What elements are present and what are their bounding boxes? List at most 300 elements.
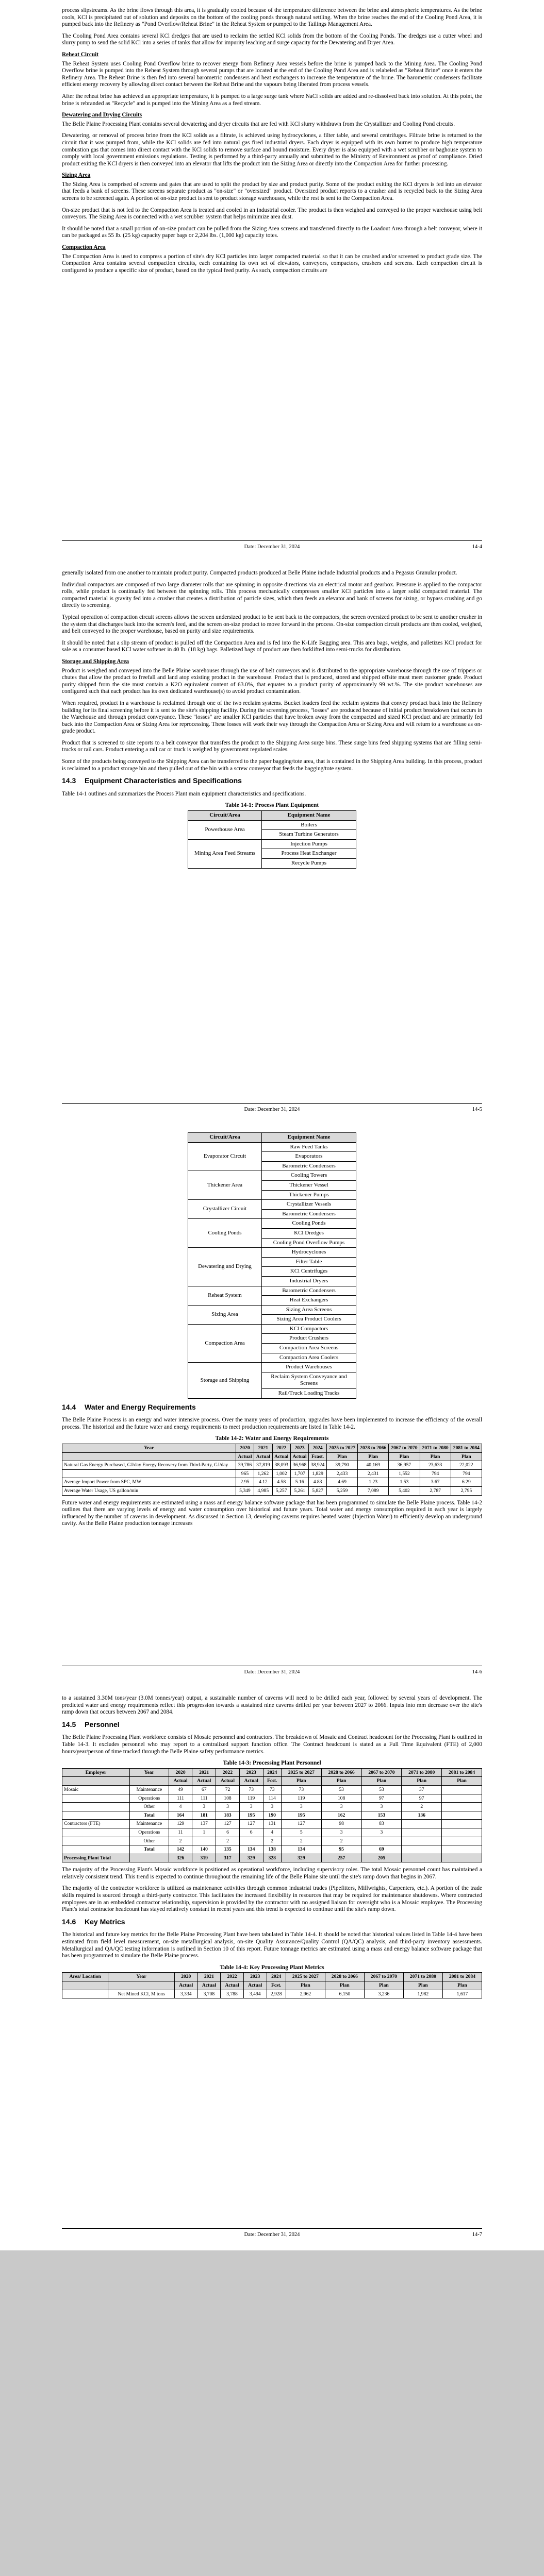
table-row bbox=[188, 820, 356, 830]
column-header: Area/ Location bbox=[62, 1973, 108, 1981]
column-header: 2024 bbox=[309, 1444, 327, 1453]
equipment-name-cell: Recycle Pumps bbox=[262, 859, 356, 869]
equipment-name-cell: Heat Exchangers bbox=[262, 1296, 356, 1306]
column-header: Actual bbox=[272, 1452, 290, 1461]
table-cell: 1.23 bbox=[358, 1478, 389, 1487]
paragraph: Table 14-1 outlines and summarizes the Process Plant main equipment characteristics and specifications. bbox=[62, 790, 306, 797]
circuit-area-cell: Thickener Area bbox=[188, 1171, 262, 1200]
table-row bbox=[62, 1785, 482, 1794]
table-cell: Operations bbox=[130, 1828, 169, 1837]
column-header: 2020 bbox=[174, 1973, 197, 1981]
paragraph: generally isolated from one another to maintain product purity. Compacted products produced at Belle Plaine include Industrial products and a Pegasus Granular product. bbox=[62, 570, 457, 576]
table-cell: 3 bbox=[192, 1803, 216, 1811]
equipment-name-cell: Filter Table bbox=[262, 1257, 356, 1267]
table-cell: 2 bbox=[169, 1837, 192, 1845]
table-cell bbox=[192, 1837, 216, 1845]
table-cell: 5,259 bbox=[326, 1486, 357, 1495]
table-header-row bbox=[62, 1981, 482, 1990]
paragraph: The Belle Plaine Process is an energy and water intensive process. Over the many years of production, upgrades have been implemented to increase the efficiency of the overall process. The historical and the future water and energy requirements to meet production requirements are listed in Table 14-2. bbox=[62, 1417, 482, 1430]
paragraph: process slipstreams. As the brine flows through this area, it is gradually cooled because of the temperature difference between the brine and atmospheric temperatures. As the brine cools, KCl is precipitated out of solution and deposits on the bottom of the cooling ponds through natural settling. When the brine reaches the end of the Cooling Pond Area, it is pumped back into the Refinery as "Pond Overflow/Reheat Brine" in the Reheat System or pumped to the Tailings Management Area. bbox=[62, 7, 482, 28]
table-cell: 97 bbox=[402, 1794, 442, 1803]
table-cell: 329 bbox=[281, 1854, 321, 1862]
column-header: 2081 to 2084 bbox=[442, 1768, 482, 1777]
paragraph: The Reheat System uses Cooling Pond Overflow brine to recover energy from Refinery Area vessels before the brine is pumped back to the Mining Area. The Cooling Pond Overflow brine is pumped into the Reheat System through several pumps that are located at the end of the Cooling Pond Area and is relabeled as "Reheat Brine" once it enters the Refinery Area. The Reheat Brine is then fed into several barometric condensers and heat exchangers to increase the temperature of the brine. The barometric condensers facilitate efficient energy recovery by allowing direct contact between the Reheat Brine and the vapours being liberated from process vessels. bbox=[62, 60, 482, 88]
table-cell bbox=[442, 1820, 482, 1828]
equipment-name-cell: Thickener Pumps bbox=[262, 1190, 356, 1200]
table-cell bbox=[62, 1837, 130, 1845]
column-header: 2081 to 2084 bbox=[451, 1444, 482, 1453]
column-header: Plan bbox=[361, 1777, 402, 1786]
section-title: Key Metrics bbox=[85, 1917, 125, 1926]
paragraph: Some of the products being conveyed to the Shipping Area can be transferred to the paper bagging/tote area, that is contained in the Shipping Area building. In this process, product is reclaimed to a product storage bin and then pulled out of the bin with a screw conveyor that feeds the bagging/tote system. bbox=[62, 758, 482, 772]
equipment-name-cell: Sizing Area Product Coolers bbox=[262, 1315, 356, 1325]
column-header: 2020 bbox=[236, 1444, 254, 1453]
page-number: 14-7 bbox=[472, 2232, 482, 2238]
circuit-area-cell: Storage and Shipping bbox=[188, 1363, 262, 1398]
table-cell: 164 bbox=[169, 1811, 192, 1820]
equipment-name-cell: Rail/Truck Loading Tracks bbox=[262, 1389, 356, 1399]
column-header: Plan bbox=[451, 1452, 482, 1461]
table-cell: 5,827 bbox=[309, 1486, 327, 1495]
column-header: Actual bbox=[216, 1777, 240, 1786]
column-header: 2024 bbox=[267, 1973, 286, 1981]
column-header: Actual bbox=[236, 1452, 254, 1461]
table-cell: 965 bbox=[236, 1469, 254, 1478]
table-cell: 4.83 bbox=[309, 1478, 327, 1487]
table-cell: 119 bbox=[281, 1794, 321, 1803]
table-cell: 4,985 bbox=[254, 1486, 272, 1495]
page-footer bbox=[62, 1103, 482, 1116]
table-cell bbox=[361, 1837, 402, 1845]
table-row bbox=[188, 1305, 356, 1315]
equipment-name-cell: Hydrocyclones bbox=[262, 1248, 356, 1258]
column-header: 2021 bbox=[197, 1973, 221, 1981]
table-cell: 142 bbox=[169, 1845, 192, 1854]
table-cell bbox=[442, 1828, 482, 1837]
equipment-name-cell: Crystallizer Vessels bbox=[262, 1200, 356, 1210]
table-cell: 317 bbox=[216, 1854, 240, 1862]
column-header: 2022 bbox=[216, 1768, 240, 1777]
table-cell: 4.58 bbox=[272, 1478, 290, 1487]
equipment-name-cell: KCl Compactors bbox=[262, 1324, 356, 1334]
table-cell: 134 bbox=[239, 1845, 263, 1854]
section-title: Equipment Characteristics and Specifications bbox=[85, 776, 242, 785]
table-cell bbox=[402, 1820, 442, 1828]
paragraph: Future water and energy requirements are estimated using a mass and energy balance software package that has been programmed to simulate the Belle Plaine process. Table 14-2 outlines that there are varying levels of energy and water consumption over historical and future years. Total water and energy consumption required in each year is largely influenced by the number of caverns in development. As discussed in Section 13, developing caverns requires heated water (Injection Water) to efficiently develop an underground cavity. As the Belle Plaine production tonnage increases bbox=[62, 1499, 482, 1527]
table-cell: 3 bbox=[361, 1828, 402, 1837]
table-cell: 108 bbox=[216, 1794, 240, 1803]
column-header: Fcast. bbox=[309, 1452, 327, 1461]
column-header: 2071 to 2080 bbox=[402, 1768, 442, 1777]
paragraph: The Sizing Area is comprised of screens and gates that are used to split the product by size and product purity. Some of the product exiting the KCl dryers is fed into an elevator that feeds a bank of screens. These screens separate product as "on-size" or "oversized" product. Oversized product reports to a crusher and is recycled back to the Sizing Area screens to be screened again. A portion of on-size product is sent to product storage warehouses, while the rest is sent to the Compaction Area. bbox=[62, 181, 482, 202]
table-cell: 129 bbox=[169, 1820, 192, 1828]
table-cell bbox=[62, 1990, 108, 1998]
table-cell: 3 bbox=[239, 1803, 263, 1811]
table-cell: 2,431 bbox=[358, 1469, 389, 1478]
table-cell: 135 bbox=[216, 1845, 240, 1854]
equipment-name-cell: Boilers bbox=[262, 820, 356, 830]
table-cell: 3 bbox=[361, 1803, 402, 1811]
table-cell: 36,968 bbox=[290, 1461, 308, 1470]
circuit-area-cell: Cooling Ponds bbox=[188, 1219, 262, 1248]
section-number: 14.5 bbox=[62, 1720, 76, 1728]
table-row bbox=[62, 1794, 482, 1803]
column-header: Plan bbox=[442, 1777, 482, 1786]
table-cell: 23,633 bbox=[420, 1461, 451, 1470]
table-cell: 257 bbox=[321, 1854, 361, 1862]
column-header: Year bbox=[62, 1444, 236, 1453]
column-header: Circuit/Area bbox=[188, 811, 262, 821]
table-cell: 2,962 bbox=[286, 1990, 325, 1998]
table-cell: 37,819 bbox=[254, 1461, 272, 1470]
table-cell: 5 bbox=[281, 1828, 321, 1837]
column-header: Equipment Name bbox=[262, 1133, 356, 1143]
table-cell: 137 bbox=[192, 1820, 216, 1828]
table-cell: 1,262 bbox=[254, 1469, 272, 1478]
paragraph: The Compaction Area is used to compress a portion of site's dry KCl particles into larger compacted material so that it can be crushed and/or screened to product grade size. The Compaction Area contains several compaction circuits, each containing its own set of elevators, conveyors, compactors, crushers and screens. Each compaction circuit is configured to produce a specific size of product, based on the typical feed purity. As such, compaction circuits are bbox=[62, 253, 482, 274]
table-cell: 3 bbox=[321, 1803, 361, 1811]
section-number: 14.6 bbox=[62, 1917, 76, 1926]
table-cell: Maintenance bbox=[130, 1785, 169, 1794]
table-cell: 73 bbox=[281, 1785, 321, 1794]
table-cell: 205 bbox=[361, 1854, 402, 1862]
table-caption: Table 14-4: Key Processing Plant Metrics bbox=[220, 1964, 324, 1971]
paragraph: It should be noted that a slip stream of product is pulled off the Compaction Area and is fed into the K-Life Bagging area. This area bags, weighs, and palletizes KCl product for sale as a consumer based KCl water softener in 40 lb. (18 kg) bags. Palletized bags of product are then forklifted into semi-trucks for distribution. bbox=[62, 639, 482, 653]
page-footer bbox=[62, 1666, 482, 1679]
table-cell: 111 bbox=[192, 1794, 216, 1803]
table-row bbox=[188, 1363, 356, 1372]
document-page bbox=[0, 563, 544, 1125]
table-caption: Table 14-2: Water and Energy Requirements bbox=[215, 1435, 329, 1442]
table-row bbox=[62, 1469, 482, 1478]
table-cell: 11 bbox=[169, 1828, 192, 1837]
table-row bbox=[62, 1486, 482, 1495]
table-cell bbox=[442, 1854, 482, 1862]
table-cell: 36,957 bbox=[389, 1461, 420, 1470]
column-header: 2028 to 2066 bbox=[358, 1444, 389, 1453]
table-cell: 794 bbox=[451, 1469, 482, 1478]
paragraph: The historical and future key metrics for the Belle Plaine Processing Plant have been tabulated in Table 14-4. It should be noted that historical values listed in Table 14-4 have been estimated from field level measurement, on-site metallurgical analysis, on-site Quality Assurance/Quality Control (QA/QC) analysis, and third-party inventory assessments. Metallurgical and QA/QC testing information is outlined in Section 10 of this report. Future tonnage metrics are estimated using a mass and energy balance software package that has been programmed to simulate the Belle Plaine process. bbox=[62, 1931, 482, 1959]
section-number: 14.3 bbox=[62, 776, 76, 785]
circuit-area-cell: Crystallizer Circuit bbox=[188, 1200, 262, 1219]
section-title: Water and Energy Requirements bbox=[85, 1402, 196, 1411]
table-cell bbox=[442, 1811, 482, 1820]
table-cell: 114 bbox=[263, 1794, 281, 1803]
column-header: Plan bbox=[402, 1777, 442, 1786]
data-table bbox=[62, 1444, 482, 1496]
table-cell: 329 bbox=[239, 1854, 263, 1862]
section-heading bbox=[62, 1404, 482, 1411]
paragraph: The majority of the contractor workforce is utilized as maintenance activities through common industrial trades (Pipefitters, Millwrights, Carpenters, etc.). A portion of the trade skills required is sourced through a third-party contractor. This facilitates the increased flexibility in resources that may be required for maintenance shutdowns. Where contracted employees are in an embedded contractor relationship, supervision is provided by the contractor with no assigned liaison for oversight who is a Mosaic employee. The Processing Plant's total contractor headcount has stayed relatively constant in recent years and this trend is expected to continue until the site's ramp down. bbox=[62, 1885, 482, 1913]
column-header: Plan bbox=[442, 1981, 482, 1990]
table-cell: 1,617 bbox=[442, 1990, 482, 1998]
table-cell: 2 bbox=[263, 1837, 281, 1845]
table-cell bbox=[62, 1794, 130, 1803]
table-cell: 119 bbox=[239, 1794, 263, 1803]
column-header: 2022 bbox=[272, 1444, 290, 1453]
table-cell: 138 bbox=[263, 1845, 281, 1854]
equipment-name-cell: Compaction Area Coolers bbox=[262, 1353, 356, 1363]
document-page bbox=[0, 1688, 544, 2250]
table-cell: 3,494 bbox=[243, 1990, 267, 1998]
equipment-name-cell: Product Crushers bbox=[262, 1334, 356, 1344]
subsection-heading: Compaction Area bbox=[62, 244, 106, 251]
paragraph: The Belle Plaine Processing Plant workforce consists of Mosaic personnel and contractors. The breakdown of Mosaic and Contract headcount for the Processing Plant is outlined in Table 14-3. It excludes personnel who may report to a centralized support function office. The Contract headcount is stated as a Full Time Equivalent (FTE) of 2,000 hours/year/person of time tracked through the Belle Plaine safety performance metrics. bbox=[62, 1734, 482, 1755]
subsection-heading: Storage and Shipping Area bbox=[62, 658, 129, 665]
table-cell: 2.95 bbox=[236, 1478, 254, 1487]
column-header: 2025 to 2027 bbox=[281, 1768, 321, 1777]
table-cell: 1,829 bbox=[309, 1469, 327, 1478]
table-row bbox=[188, 1200, 356, 1210]
table-cell: 3,334 bbox=[174, 1990, 197, 1998]
table-cell: 67 bbox=[192, 1785, 216, 1794]
paragraph: Product is weighed and conveyed into the Belle Plaine warehouses through the use of belt conveyors and is distributed to the appropriate warehouse through the use of trippers or chutes that allow the product to freefall and land atop existing product in the warehouse. Product that is produced, stored and shipped offsite must meet customer grade. Product purity shipped from the site must contain a K2O equivalent content of 63.0%, that equates to a product purity of approximately 99 wt.%. The site product warehouses are configured such that each product has its own dedicated warehouse(s) to avoid product contamination. bbox=[62, 667, 482, 695]
equipment-name-cell: Product Warehouses bbox=[262, 1363, 356, 1372]
table-cell: 3 bbox=[321, 1828, 361, 1837]
table-cell: 794 bbox=[420, 1469, 451, 1478]
column-header: Plan bbox=[389, 1452, 420, 1461]
table-header-row bbox=[62, 1452, 482, 1461]
footer-date: Date: December 31, 2024 bbox=[244, 1107, 300, 1112]
table-cell: 1,002 bbox=[272, 1469, 290, 1478]
table-cell: 111 bbox=[169, 1794, 192, 1803]
table-row bbox=[62, 1478, 482, 1487]
table-cell: 3,236 bbox=[364, 1990, 403, 1998]
table-cell: 136 bbox=[402, 1811, 442, 1820]
table-cell: 3,788 bbox=[221, 1990, 244, 1998]
table-cell bbox=[62, 1803, 130, 1811]
table-header-row bbox=[62, 1973, 482, 1981]
column-header: Plan bbox=[321, 1777, 361, 1786]
table-cell: 6 bbox=[239, 1828, 263, 1837]
equipment-name-cell: Raw Feed Tanks bbox=[262, 1142, 356, 1152]
table-cell: Total bbox=[130, 1845, 169, 1854]
equipment-name-cell: Injection Pumps bbox=[262, 839, 356, 849]
column-header: Plan bbox=[281, 1777, 321, 1786]
subsection-heading: Sizing Area bbox=[62, 172, 91, 179]
table-cell: 3 bbox=[216, 1803, 240, 1811]
table-row bbox=[62, 1820, 482, 1828]
equipment-name-cell: Reclaim System Conveyance and Screens bbox=[262, 1372, 356, 1388]
paragraph: The majority of the Processing Plant's Mosaic workforce is positioned as operational workforce, including supervisory roles. The total Mosaic personnel count has maintained a relatively consistent trend. This trend is expected to continue throughout the remaining life of the Belle Plaine site until the site's ramp down that begins in 2067. bbox=[62, 1867, 482, 1880]
table-cell: 22,022 bbox=[451, 1461, 482, 1470]
table-cell: 6.29 bbox=[451, 1478, 482, 1487]
table-row bbox=[62, 1811, 482, 1820]
circuit-area-cell: Powerhouse Area bbox=[188, 820, 262, 839]
table-cell: Other bbox=[130, 1837, 169, 1845]
column-header: Plan bbox=[326, 1452, 357, 1461]
paragraph: It should be noted that a small portion of on-size product can be pulled from the Sizing Area screens and transferred directly to the Loadout Area through a belt conveyor, where it can be packaged as 55 lb. (25 kg) capacity paper bags or 2,204 lbs. (1,000 kg) capacity totes. bbox=[62, 225, 482, 239]
table-cell: 5,261 bbox=[290, 1486, 308, 1495]
table-cell: 127 bbox=[281, 1820, 321, 1828]
footer-date: Date: December 31, 2024 bbox=[244, 2232, 300, 2238]
table-cell: 326 bbox=[169, 1854, 192, 1862]
column-header: 2024 bbox=[263, 1768, 281, 1777]
table-cell bbox=[239, 1837, 263, 1845]
equipment-name-cell: Cooling Ponds bbox=[262, 1219, 356, 1229]
paragraph: Individual compactors are composed of two large diameter rolls that are spinning in opposite directions via an electrical motor and gearbox. Pressure is applied to the compactor rolls, while product is continually fed between the spinning rolls. This process mechanically compresses smaller KCl particles into a larger solid compacted material. The compacted material is gravity fed into a crusher that creates a distribution of particle sizes, which then feeds an elevator and bank of screens for sizing, or bypass crushing and go directly to screening. bbox=[62, 581, 482, 609]
equipment-name-cell: Barometric Condensers bbox=[262, 1161, 356, 1171]
column-header: Plan bbox=[286, 1981, 325, 1990]
table-cell bbox=[402, 1837, 442, 1845]
table-cell: 97 bbox=[361, 1794, 402, 1803]
paragraph: On-size product that is not fed to the Compaction Area is treated and cooled in an industrial cooler. The product is then weighed and conveyed to the proper warehouse using belt conveyors. The Sizing Area is connected with a wet scrubber system that helps minimize area dust. bbox=[62, 207, 482, 221]
paragraph: The Cooling Pond Area contains several KCl dredges that are used to reclaim the settled KCl solids from the bottom of the Cooling Ponds. The dredges use a cutter wheel and slurry pump to send the solid KCl into a series of tanks that allow for impurity leaching and surge capacity for the Dewatering and Dryer Area. bbox=[62, 32, 482, 46]
circuit-area-cell: Mining Area Feed Streams bbox=[188, 839, 262, 868]
subsection-heading: Dewatering and Drying Circuits bbox=[62, 112, 142, 118]
column-header: 2025 to 2027 bbox=[326, 1444, 357, 1453]
column-header: Fcst. bbox=[267, 1981, 286, 1990]
equipment-name-cell: Process Heat Exchanger bbox=[262, 849, 356, 859]
equipment-name-cell: KCl Centrifuges bbox=[262, 1267, 356, 1277]
table-row bbox=[188, 1248, 356, 1258]
page-number: 14-4 bbox=[472, 544, 482, 550]
column-header: 2071 to 2080 bbox=[403, 1973, 442, 1981]
column-header: 2028 to 2066 bbox=[325, 1973, 364, 1981]
section-title: Personnel bbox=[85, 1720, 120, 1728]
paragraph: Typical operation of compaction circuit screens allows the screen undersized product to be sent back to the compactors, the screen oversized product to be sent to another crusher in the system that discharges back into the screen's feed, and the screen on-size product to move forward in the process. On-size compaction circuit products are then cooled, weighed, and belt conveyed to the proper warehouse, based on purity and size requirements. bbox=[62, 614, 482, 635]
table-cell: 73 bbox=[239, 1785, 263, 1794]
column-header: 2081 to 2084 bbox=[442, 1973, 482, 1981]
paragraph: After the reheat brine has achieved an appropriate temperature, it is pumped to a large surge tank where NaCl solids are added and re-dissolved back into solution. At this point, the brine is rebranded as "Recycle" and is pumped into the Mining Area as a feed stream. bbox=[62, 93, 482, 107]
table-cell bbox=[62, 1811, 130, 1820]
circuit-area-cell: Evaporator Circuit bbox=[188, 1142, 262, 1171]
table-cell: 190 bbox=[263, 1811, 281, 1820]
column-header: Employer bbox=[62, 1768, 130, 1777]
column-header: Plan bbox=[325, 1981, 364, 1990]
equipment-name-cell: Sizing Area Screens bbox=[262, 1305, 356, 1315]
table-cell: 108 bbox=[321, 1794, 361, 1803]
table-cell: Mosaic bbox=[62, 1785, 130, 1794]
table-cell: 2 bbox=[321, 1837, 361, 1845]
table-cell: 4.69 bbox=[326, 1478, 357, 1487]
table-cell: 162 bbox=[321, 1811, 361, 1820]
table-header-row bbox=[188, 1133, 356, 1143]
circuit-area-cell: Compaction Area bbox=[188, 1324, 262, 1362]
data-table bbox=[62, 1768, 482, 1863]
equipment-name-cell: Compaction Area Screens bbox=[262, 1344, 356, 1353]
table-cell bbox=[442, 1785, 482, 1794]
table-cell: 4.12 bbox=[254, 1478, 272, 1487]
table-cell: 1,982 bbox=[403, 1990, 442, 1998]
table-cell: 3.67 bbox=[420, 1478, 451, 1487]
table-cell: Maintenance bbox=[130, 1820, 169, 1828]
page-number: 14-6 bbox=[472, 1669, 482, 1675]
table-cell: 5,257 bbox=[272, 1486, 290, 1495]
equipment-name-cell: Cooling Pond Overflow Pumps bbox=[262, 1238, 356, 1248]
table-cell: 2,787 bbox=[420, 1486, 451, 1495]
table-cell: 69 bbox=[361, 1845, 402, 1854]
page-footer bbox=[62, 540, 482, 553]
table-cell: 134 bbox=[281, 1845, 321, 1854]
table-cell: Operations bbox=[130, 1794, 169, 1803]
table-cell: 1.53 bbox=[389, 1478, 420, 1487]
table-cell: Processing Plant Total bbox=[62, 1854, 130, 1862]
table-cell: 140 bbox=[192, 1845, 216, 1854]
table-cell: 195 bbox=[281, 1811, 321, 1820]
table-cell: 6 bbox=[216, 1828, 240, 1837]
table-cell bbox=[402, 1854, 442, 1862]
section-heading bbox=[62, 777, 482, 785]
table-header-row bbox=[188, 811, 356, 821]
paragraph: Dewatering, or removal of process brine from the KCl solids as a filtrate, is achieved using hydrocyclones, a filter table, and several centrifuges. Filtrate brine is returned to the circuit that it was pumped from, while the KCl solids are fed into natural gas fired industrial dryers. Each dryer is equipped with its own burner to produce high temperature combustion gas that comes into direct contact with the KCl solids to remove surface and bound moisture. Every dryer is also equipped with a wet scrubber or baghouse system to comply with local government emissions regulations. Testing is performed by a third-party annually and submitted to the Ministry of Environment as proof of compliance. Dried product exiting the KCl dryers is then conveyed into an elevator that lifts the product into the Sizing Area or directly into the Compaction Area for further processing. bbox=[62, 132, 482, 167]
column-header: Actual bbox=[174, 1981, 197, 1990]
table-cell bbox=[442, 1837, 482, 1845]
table-header-row bbox=[62, 1768, 482, 1777]
equipment-name-cell: Barometric Condensers bbox=[262, 1209, 356, 1219]
table-cell bbox=[442, 1803, 482, 1811]
column-header: 2021 bbox=[254, 1444, 272, 1453]
equipment-name-cell: Thickener Vessel bbox=[262, 1180, 356, 1190]
table-cell bbox=[402, 1828, 442, 1837]
table-row bbox=[62, 1990, 482, 1998]
column-header: 2023 bbox=[239, 1768, 263, 1777]
column-header: Year bbox=[108, 1973, 175, 1981]
table-cell: 1 bbox=[192, 1828, 216, 1837]
table-cell bbox=[62, 1469, 236, 1478]
table-cell: 40,169 bbox=[358, 1461, 389, 1470]
table-row bbox=[62, 1803, 482, 1811]
table-cell: 3 bbox=[263, 1803, 281, 1811]
column-header: Actual bbox=[239, 1777, 263, 1786]
column-header: Actual bbox=[192, 1777, 216, 1786]
paragraph: Product that is screened to size reports to a belt conveyor that transfers the product to the Shipping Area surge bins. These surge bins feed shipping systems that are filling semi-trucks or rail cars. Product entering a rail car or truck is weighed by government regulated scales. bbox=[62, 739, 482, 753]
table-cell: 153 bbox=[361, 1811, 402, 1820]
table-cell: 53 bbox=[321, 1785, 361, 1794]
table-cell: 73 bbox=[263, 1785, 281, 1794]
table-cell bbox=[130, 1854, 169, 1862]
table-cell bbox=[442, 1845, 482, 1854]
table-row bbox=[62, 1837, 482, 1845]
table-cell: 37 bbox=[402, 1785, 442, 1794]
column-header bbox=[130, 1777, 169, 1786]
table-header-row bbox=[62, 1444, 482, 1453]
column-header: Plan bbox=[364, 1981, 403, 1990]
table-row bbox=[188, 1286, 356, 1296]
table-cell: Other bbox=[130, 1803, 169, 1811]
circuit-area-cell: Sizing Area bbox=[188, 1305, 262, 1324]
column-header: 2071 to 2080 bbox=[420, 1444, 451, 1453]
table-cell: 131 bbox=[263, 1820, 281, 1828]
table-cell: 328 bbox=[263, 1854, 281, 1862]
table-row bbox=[188, 1171, 356, 1181]
column-header: 2023 bbox=[290, 1444, 308, 1453]
column-header bbox=[108, 1981, 175, 1990]
table-row bbox=[188, 839, 356, 849]
table-cell: 4 bbox=[169, 1803, 192, 1811]
page-footer bbox=[62, 2228, 482, 2241]
column-header: Actual bbox=[169, 1777, 192, 1786]
column-header: Actual bbox=[254, 1452, 272, 1461]
table-cell: 183 bbox=[216, 1811, 240, 1820]
table-header-row bbox=[62, 1777, 482, 1786]
section-heading bbox=[62, 1721, 482, 1728]
table-row bbox=[62, 1461, 482, 1470]
paragraph: The Belle Plaine Processing Plant contains several dewatering and dryer circuits that are fed with KCl slurry withdrawn from the Crystallizer and Cooling Pond circuits. bbox=[62, 121, 455, 127]
column-header: Plan bbox=[403, 1981, 442, 1990]
page-content bbox=[62, 1132, 482, 1657]
footer-date: Date: December 31, 2024 bbox=[244, 544, 300, 550]
page-content bbox=[62, 570, 482, 1094]
table-cell: 2 bbox=[402, 1803, 442, 1811]
table-row bbox=[62, 1828, 482, 1837]
paragraph: When required, product in a warehouse is reclaimed through one of the two reclaim systems. Bucket loaders feed the reclaim systems that convey product back into the Refinery building for its final screening before it is sent to the site's shipping facility. During the screening process, "losses" are produced because of initial product breakdown that occurs in the Warehouse and through product conveyance. These "losses" are smaller KCl particles that have broken away from the compacted and sized KCl product and are primarily fed back into the Compaction Area or Sizing Area for reprocessing. These losses will work their way through the Compaction Area or Sizing Area and will return to a warehouse as on-grade product. bbox=[62, 700, 482, 735]
column-header: Circuit/Area bbox=[188, 1133, 262, 1143]
table-cell: Average Water Usage, US gallon/min bbox=[62, 1486, 236, 1495]
table-cell bbox=[62, 1828, 130, 1837]
column-header: Equipment Name bbox=[262, 811, 356, 821]
table-cell: 5,349 bbox=[236, 1486, 254, 1495]
